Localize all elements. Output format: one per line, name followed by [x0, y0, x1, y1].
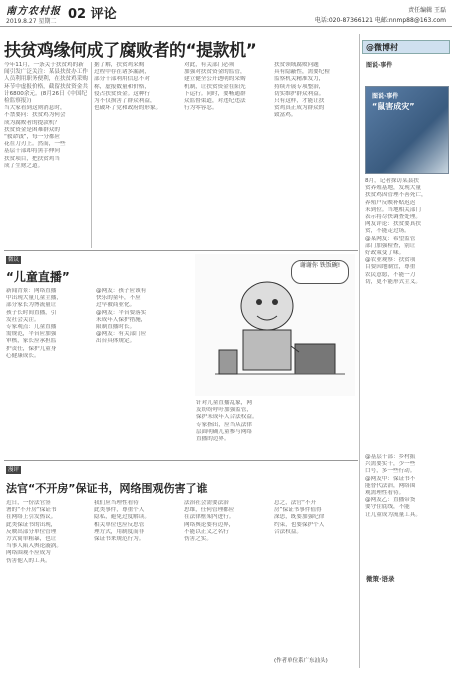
text-line: 8月，记者探访某县扶: [365, 178, 419, 184]
text-line: 养殖户反映补贴迟迟: [365, 199, 416, 206]
text-line: 在网络上引发热议。: [6, 514, 57, 521]
text-line: 伤害之实。: [184, 536, 212, 543]
text-line: 贫养殖基地，发现大量: [365, 185, 421, 192]
text-line: 我们应当理性看待: [94, 500, 139, 506]
weibo-header: [362, 40, 450, 54]
weibo-column: [362, 34, 450, 668]
text-line: 过早被商业化。: [96, 302, 136, 309]
text-line: 成为腐败者的提款机？: [4, 119, 60, 126]
text-line: 理方式，用制度而非: [94, 528, 145, 535]
text-line: 新闻背景：网络直播: [6, 288, 57, 294]
contact-line: 电话:020-87366121 电邮:nnmp88@163.com: [314, 17, 446, 24]
text-line: @网友：孩子应该有: [96, 288, 147, 294]
text-line: 切实维护群众利益。: [274, 90, 325, 97]
text-line: 针对儿童直播乱象，网: [196, 400, 252, 406]
text-line: 约束，也要保护个人: [274, 521, 325, 528]
newspaper-logo: 南方农村报: [6, 6, 61, 17]
text-line: 只有这样，才能让扶: [274, 98, 325, 105]
text-line: 网络围观不应成为: [6, 550, 51, 557]
text-line: 相关单位也应反思管: [94, 521, 145, 528]
text-line: 基层干部却将黑手伸向: [4, 148, 60, 155]
column-divider: [91, 62, 92, 248]
text-line: 此类事件，尊重个人: [94, 507, 145, 514]
text-line: 对此，有关部门必须: [184, 62, 235, 68]
text-line: 署的“不开房”保证书: [6, 507, 57, 514]
text-line: 当大家看到这则消息时，: [4, 105, 66, 112]
weibo-section-2: 微策·语录: [366, 575, 395, 583]
text-line: 众监督渠道，对违纪违法: [184, 98, 246, 105]
text-line: @农业观察：扶贫项: [365, 257, 416, 264]
text-line: 好政策变了味。: [365, 250, 405, 257]
text-line: 层面明确儿童参与网络: [196, 428, 252, 435]
weibo-text-1: [365, 178, 449, 428]
text-line: 加强对扶贫资金的监管，: [184, 69, 246, 76]
text-line: 口号，多一些行动。: [365, 468, 416, 475]
text-line: 合法权益。: [274, 528, 302, 535]
text-line: 成了生财之道。: [4, 162, 44, 169]
text-line: 农民意愿，不能一刀: [365, 271, 416, 278]
text-line: 此类保证书的出现，: [6, 521, 57, 528]
text-line: @网友甲：保证书不: [365, 475, 416, 482]
text-line: 近日，一份法官签: [6, 500, 51, 506]
text-line: 部分家长为博流量让: [6, 302, 57, 309]
text-line: 孩子长时间直播，引: [6, 309, 57, 316]
text-line: 专家观点：儿童直播: [6, 324, 57, 331]
text-line: 方式简单粗暴，也让: [6, 536, 57, 543]
text-line: 具有隐蔽性，需要纪检: [274, 69, 330, 76]
weibo-tab: 图说·事件: [366, 62, 393, 69]
photo-caption-2: “鼠害成灾”: [372, 102, 415, 111]
text-line: 总之，法官“不开: [274, 500, 317, 506]
text-line: 心健康成长。: [6, 352, 40, 359]
text-line: 为不仅损害了群众利益，: [94, 98, 156, 105]
text-line: 扶贫资金是困难群众的: [4, 126, 60, 133]
bottom-column-2: [94, 500, 178, 666]
text-line: 贫，不能走过场。: [365, 228, 410, 235]
bottom-tag: 漫评: [8, 467, 20, 473]
child-column-2: [96, 288, 192, 458]
article-column-3: [184, 62, 268, 248]
text-line: “救命钱”，每一分都应: [4, 134, 61, 141]
author-credit: (作者单位系广东汕头): [274, 658, 328, 664]
text-line: @网友乙：直播带货: [365, 497, 416, 504]
text-line: 称，虚报数量和价格，: [94, 83, 150, 90]
bottom-column-1: [6, 500, 90, 666]
text-line: 让儿童成为流量工具。: [365, 511, 421, 518]
text-line: 花在刀刃上。然而，一些: [4, 141, 66, 148]
text-line: 护责任，保护儿童身: [6, 345, 57, 352]
section-divider: [4, 250, 358, 251]
cartoon-illustration: [195, 254, 355, 396]
text-line: 不禁要问：扶贫鸡为何会: [4, 112, 66, 119]
mid-right-text: [196, 400, 356, 458]
article-column-2: [94, 62, 178, 248]
text-line: 建立健全公开透明的采购: [184, 76, 246, 83]
text-line: 扶贫领域腐败问题: [274, 62, 319, 68]
text-line: 直播的边界。: [196, 436, 230, 443]
text-line: 隐私，避免过度解读。: [94, 514, 150, 521]
text-line: 反映出部分单位管理: [6, 528, 57, 535]
text-line: 行为零容忍。: [184, 105, 218, 112]
weibo-photo: [365, 86, 449, 174]
text-line: 切，更不能形式主义。: [365, 278, 421, 285]
text-line: 监察机关精准发力，: [274, 76, 325, 83]
text-line: 保护未成年人合法权益。: [196, 414, 258, 421]
text-line: 专家指出，应当从法律: [196, 421, 252, 428]
text-line: 扶贫鸡因管理不善死亡，: [365, 192, 427, 199]
section-divider-2: [4, 460, 358, 461]
text-line: 需规范，平台应加强: [6, 331, 57, 338]
text-line: 房”保证书事件值得: [274, 507, 322, 514]
weibo-title: @微博村: [366, 43, 398, 52]
article-column-4: [274, 62, 358, 248]
text-line: 部门加强检查，别让: [365, 242, 416, 249]
page-header: [0, 0, 452, 27]
text-line: 思维，任何管理都应: [184, 507, 235, 514]
text-line: 贫鸡真正成为群众的: [274, 105, 325, 112]
speech-bubble: 谢谢你 铁饭碗!: [291, 260, 349, 284]
text-line: 友纷纷呼吁加强监管，: [196, 407, 252, 414]
text-line: @基层干部：乡村振: [365, 454, 416, 460]
text-line: 网友评论：扶贫要真扶: [365, 221, 421, 228]
child-section-title: “儿童直播”: [6, 270, 70, 284]
text-line: 侵占扶贫资金。这种行: [94, 90, 150, 97]
text-line: 不能以正义之名行: [184, 528, 229, 535]
text-line: 限制直播时长。: [96, 324, 136, 331]
text-line: 目要因地制宜，尊重: [365, 264, 416, 271]
text-line: 观需理性看待。: [365, 490, 405, 497]
text-line: 兴需要实干，少一些: [365, 461, 416, 468]
child-column-1: [6, 288, 92, 458]
text-line: 机制，让扶贫资金在阳光: [184, 83, 246, 90]
photo-caption-1: 图说·事件: [372, 93, 399, 100]
text-line: 发社会关注。: [6, 316, 40, 323]
text-line: @网友：平台要落实: [96, 309, 147, 316]
bottom-column-3: [184, 500, 268, 666]
text-line: 伤害他人的工具。: [6, 557, 51, 564]
text-line: 未到位。当地相关部门: [365, 206, 421, 213]
bottom-section-title: 法官“不开房”保证书，网络围观伤害了谁: [6, 482, 208, 495]
article-lead: 今年11月，一条关于扶贫鸡的新闻引发广泛关注：某县扶贫办工作人员利用职务便利，在扶贫鸡采购环节中虚报价格，截留扶贫资金共计6800余元。(8月26日《中国纪检监察报》): [4, 62, 88, 105]
text-line: 审核，家长应承担监: [6, 338, 57, 345]
text-line: 也破坏了党和政府的形象。: [94, 105, 162, 112]
text-line: 致富鸡。: [274, 112, 297, 119]
text-line: 要守住底线，不能: [365, 504, 410, 511]
text-line: 部分干部利用信息不对: [94, 76, 150, 83]
text-line: @网友：有关部门应: [96, 331, 147, 338]
bottom-column-4: [274, 500, 358, 650]
issue-date: 2019.8.27 星期二: [6, 18, 57, 25]
text-line: 中出现大量儿童主播，: [6, 295, 62, 302]
text-line: 据了解，扶贫鸡采购: [94, 62, 145, 68]
weibo-text-2: [365, 454, 449, 570]
text-line: 法治社会需要法治: [184, 500, 229, 506]
text-line: @某网友：希望监管: [365, 235, 416, 242]
text-line: 网络舆论要有边界，: [184, 521, 235, 528]
text-line: 能替代法治，网络围: [365, 482, 416, 489]
article-column-1: [4, 62, 88, 248]
section-tag: 微议: [8, 257, 20, 263]
text-line: 未成年人保护措施，: [96, 316, 147, 323]
text-line: 下运行。同时，要畅通群: [184, 90, 246, 97]
text-line: 当事人陷入舆论漩涡。: [6, 543, 62, 550]
text-line: 深思，既要加强纪律: [274, 514, 325, 521]
text-line: 过程中存在诸多漏洞，: [94, 69, 150, 76]
text-line: 出台具体规定。: [96, 338, 136, 345]
text-line: 表示将尽快调查处理。: [365, 214, 421, 221]
text-line: 持续开展专项整治，: [274, 83, 325, 90]
text-line: 扶贫项目，把扶贫鸡当: [4, 155, 60, 162]
page-section-title: 02 评论: [68, 7, 117, 22]
text-line: 保证书来规范行为。: [94, 536, 145, 543]
text-line: 快乐的童年，不应: [96, 295, 141, 302]
editor-line: 责任编辑 王磊: [408, 7, 446, 14]
text-line: 在法律框架内进行。: [184, 514, 235, 521]
right-column-divider: [359, 34, 360, 668]
main-headline: 扶贫鸡缘何成了腐败者的“提款机”: [4, 41, 257, 61]
